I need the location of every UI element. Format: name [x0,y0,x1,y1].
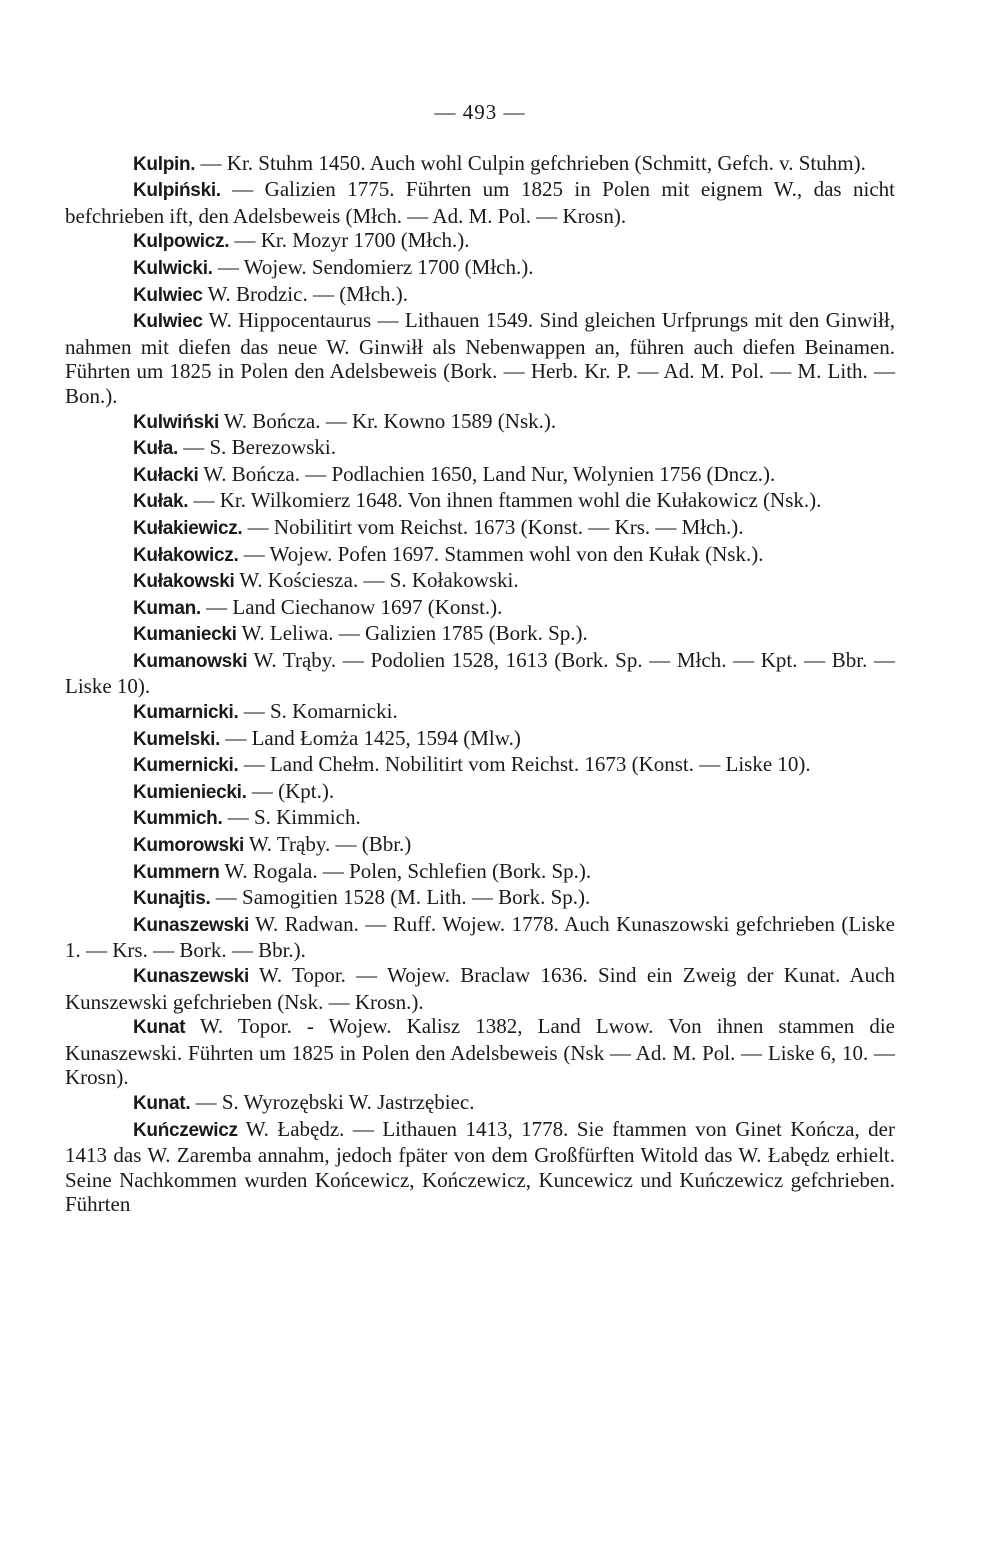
entry [65,515,895,542]
entry-text: W. Radwan. — Ruff. Wojew. 1778. Auch Kunaszowski gefchrieben (Liske 1. — Krs. — Bork. — Bbr.). [65,911,895,963]
entry-headword: Kumorowski [133,835,245,857]
entry-text: — Kr. Wilkomierz 1648. Von ihnen ftammen wohl die Kułakowicz (Nsk.). [188,488,822,513]
entry-text: — Kr. Mozyr 1700 (Młch.). [229,228,470,253]
entry-headword: Kumelski. [133,728,221,750]
entry-text: — S. Komarnicki. [238,699,398,724]
entry-text: — (Kpt.). [246,778,335,803]
entry [65,308,895,408]
entry-headword: Kunajtis. [133,888,211,910]
entry [65,885,895,912]
entry-text: W. Hippocentaurus — Lithauen 1549. Sind gleichen Urfprungs mit den Ginwiłł, nahmen mit diefen das neue W. Ginwiłł als Nebenwappen an, führen auch diefen Beinamen. Führten um 1825 in Polen den Adelsbeweis (Bork. — Herb. Kr. P. — Ad. M. Pol. — M. Lith. — Bon.). [65,308,895,408]
entry-headword: Kuła. [133,438,178,460]
entry-headword: Kummern [133,861,220,883]
entry [65,832,895,859]
entry [65,151,895,178]
entry-text: — Land Ciechanow 1697 (Konst.). [200,594,503,619]
entry-text: — Land Łomża 1425, 1594 (Mlw.) [220,725,521,750]
entry-headword: Kułak. [133,491,189,513]
entry [65,542,895,569]
entry-headword: Kunat [133,1017,186,1039]
entry-headword: Kulpin. [133,153,196,175]
entry [65,255,895,282]
entry [65,282,895,309]
entry-text: W. Trąby. — (Bbr.) [244,832,412,857]
entry-text: — Land Chełm. Nobilitirt vom Reichst. 1673 (Konst. — Liske 10). [238,752,811,777]
entry-text: W. Topor. — Wojew. Braclaw 1636. Sind ein Zweig der Kunat. Auch Kunszewski gefchrieben (Nsk. — Krosn.). [65,963,895,1014]
entry-text: W. Trąby. — Podolien 1528, 1613 (Bork. Sp. — Młch. — Kpt. — Bbr. — Liske 10). [65,647,895,699]
entry [65,1014,895,1090]
entry-headword: Kumieniecki. [133,781,247,803]
entry-headword: Kumanowski [133,650,248,672]
entry-headword: Kułakowski [133,571,235,593]
entry-headword: Kunaszewski [133,914,250,936]
entry-headword: Kułakowicz. [133,544,239,566]
entry [65,752,895,779]
entry-text: W. Bończa. — Kr. Kowno 1589 (Nsk.). [218,408,557,433]
entry-headword: Kułacki [133,464,199,486]
entry-text: W. Topor. - Wojew. Kalisz 1382, Land Lwow. Von ihnen stammen die Kunaszewski. Führten um 1825 in Polen den Adelsbeweis (Nsk — Ad. M. Pol. — Liske 6, 10. — Krosn). [65,1014,895,1090]
entry-text: W. Łabędz. — Lithauen 1413, 1778. Sie ftammen von Ginet Kończa, der 1413 das W. Zaremba annahm, jedoch fpäter von dem Großfürften Witold das W. Łabędz erhielt. Seine Nachkommen wurden Końcewicz, Kończewicz, Kuncewicz und Kuńczewicz gefchrieben. Führten [65,1116,895,1217]
entry [65,409,895,436]
entry-headword: Kulwiec [133,284,203,306]
entry-text: — Kr. Stuhm 1450. Auch wohl Culpin gefchrieben (Schmitt, Gefch. v. Stuhm). [195,150,866,175]
entry-text: — Nobilitirt vom Reichst. 1673 (Konst. — Krs. — Młch.). [242,514,744,539]
page-number: — 493 — [434,100,526,124]
entry [65,228,895,255]
entry [65,726,895,753]
entry-text: — S. Berezowski. [177,435,337,460]
entry-text: W. Brodzic. — (Młch.). [202,281,409,306]
entry [65,177,895,228]
entry-headword: Kulwicki. [133,257,213,279]
entry-text: W. Bończa. — Podlachien 1650, Land Nur, Wolynien 1756 (Dncz.). [198,461,776,486]
entry [65,805,895,832]
entry-text: — Wojew. Pofen 1697. Stammen wohl von den Kułak (Nsk.). [238,541,764,566]
entry-headword: Kulwiec [133,311,203,333]
entry [65,699,895,726]
entry-headword: Kulpowicz. [133,231,230,253]
entry [65,488,895,515]
entry-text: — Wojew. Sendomierz 1700 (Młch.). [212,254,534,279]
entry-headword: Kulwiński [133,411,219,433]
entry-headword: Kumarnicki. [133,702,239,724]
entry-headword: Kumaniecki [133,624,237,646]
entry-headword: Kummich. [133,808,223,830]
entry-text: W. Leliwa. — Galizien 1785 (Bork. Sp.). [236,621,588,646]
entry-text: — Galizien 1775. Führten um 1825 in Polen mit eignem W., das nicht befchrieben ift, den Adelsbeweis (Młch. — Ad. M. Pol. — Krosn). [65,177,895,228]
entry-text: W. Kościesza. — S. Kołakowski. [234,568,519,593]
entry [65,621,895,648]
entry [65,595,895,622]
entry-headword: Kuńczewicz [133,1119,238,1141]
entry-list [65,151,895,1217]
entry-text: — Samogitien 1528 (M. Lith. — Bork. Sp.). [210,885,591,910]
document-page [65,100,895,1217]
entry [65,912,895,963]
entry [65,462,895,489]
entry-text: — S. Wyrozębski W. Jastrzębiec. [190,1089,475,1114]
entry [65,435,895,462]
entry [65,1090,895,1117]
entry [65,779,895,806]
entry [65,859,895,886]
entry-text: W. Rogala. — Polen, Schlefien (Bork. Sp.). [219,858,592,883]
entry-headword: Kułakiewicz. [133,517,243,539]
entry-text: — S. Kimmich. [222,805,361,830]
entry-headword: Kulpiński. [133,180,221,202]
entry-headword: Kunat. [133,1092,191,1114]
entry-headword: Kumernicki. [133,755,239,777]
entry [65,648,895,699]
entry-headword: Kunaszewski [133,966,250,987]
entry [65,1117,895,1217]
entry [65,963,895,1014]
entry-headword: Kuman. [133,597,201,619]
entry [65,568,895,595]
